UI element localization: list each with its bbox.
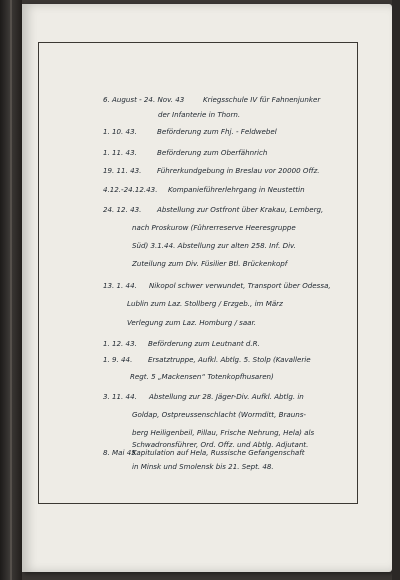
entry-line: Süd) 3.1.44. Abstellung zur alten 258. Inf. Div.	[132, 241, 296, 250]
entry-date: 4.12.-24.12.43.	[103, 185, 158, 194]
entry-line: Nikopol schwer verwundet, Transport über Odessa,	[149, 281, 331, 290]
entry-date: 24. 12. 43.	[103, 205, 142, 214]
binding-stripe	[10, 0, 12, 580]
entry-line: Zuteilung zum Div. Füsilier Btl. Brückenkopf	[132, 259, 288, 268]
entry-line: in Minsk und Smolensk bis 21. Sept. 48.	[132, 462, 274, 471]
entry-line: Beförderung zum Leutnant d.R.	[148, 339, 260, 348]
book-binding	[0, 0, 22, 580]
entry-line: berg Heiligenbeil, Pillau, Frische Nehrung, Hela) als	[132, 428, 315, 437]
entry-line: Führerkundgebung in Breslau vor 20000 Offz.	[157, 166, 320, 175]
entry-line: Lublin zum Laz. Stollberg / Erzgeb., im März	[127, 299, 283, 308]
entry-date: 8. Mai 45	[103, 448, 136, 457]
entry-line: Beförderung zum Fhj. - Feldwebel	[157, 127, 277, 136]
entry-line: Goldap, Ostpreussenschlacht (Wormditt, Brauns-	[132, 410, 306, 419]
entry-date: 3. 11. 44.	[103, 392, 137, 401]
entry-line: Abstellung zur 28. Jäger-Div. Aufkl. Abtlg. in	[149, 392, 304, 401]
entry-line: Kompanieführerlehrgang in Neustettin	[168, 185, 305, 194]
entry-line: Kriegsschule IV für Fahnenjunker	[203, 95, 321, 104]
entry-line: Schwadronsführer, Ord. Offz. und Abtlg. Adjutant.	[132, 440, 309, 449]
entry-date: 1. 12. 43.	[103, 339, 137, 348]
entry-date: 13. 1. 44.	[103, 281, 137, 290]
entry-date: 1. 9. 44.	[103, 355, 133, 364]
entry-line: nach Proskurow (Führerreserve Heeresgruppe	[132, 223, 296, 232]
entry-line: Abstellung zur Ostfront über Krakau, Lemberg,	[157, 205, 324, 214]
entry-line: Kapitulation auf Hela, Russische Gefangenschaft	[132, 448, 305, 457]
entry-line: Verlegung zum Laz. Homburg / saar.	[127, 318, 257, 327]
entry-date: 6. August - 24. Nov. 43	[103, 95, 185, 104]
entry-line: der Infanterie in Thorn.	[158, 110, 241, 119]
entry-date: 1. 11. 43.	[103, 148, 137, 157]
cover-edge	[392, 0, 400, 580]
entry-line: Beförderung zum Oberfähnrich	[157, 148, 268, 157]
entry-date: 1. 10. 43.	[103, 127, 137, 136]
entry-date: 19. 11. 43.	[103, 166, 142, 175]
entry-line: Regt. 5 „Mackensen“ Totenkopfhusaren)	[130, 372, 274, 381]
entry-line: Ersatztruppe, Aufkl. Abtlg. 5. Stolp (Kavallerie	[148, 355, 311, 364]
